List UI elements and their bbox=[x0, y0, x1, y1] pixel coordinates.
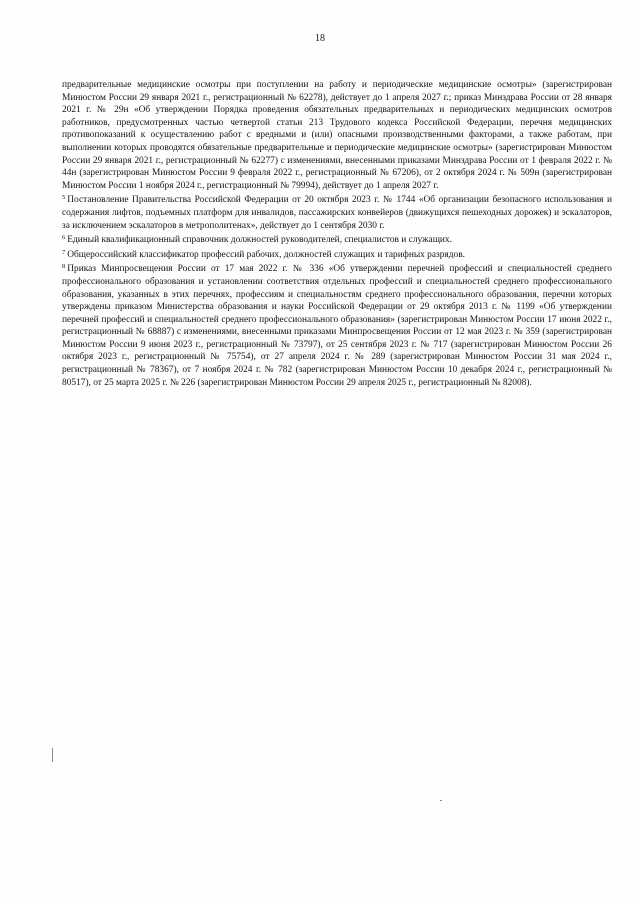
scan-speck bbox=[440, 800, 442, 801]
footnote-text: Общероссийский классификатор профессий рабочих, должностей служащих и тарифных разрядов. bbox=[67, 249, 465, 260]
footnote-number: 8 bbox=[62, 263, 66, 271]
footnote-number: 5 bbox=[62, 194, 66, 202]
footnote-text: Единый квалификационный справочник должностей руководителей, специалистов и служащих. bbox=[67, 235, 452, 246]
footnote-6 bbox=[62, 232, 612, 247]
scan-speck bbox=[52, 748, 53, 762]
footnote-8 bbox=[62, 261, 612, 389]
footnote-7 bbox=[62, 247, 612, 262]
footnote-5 bbox=[62, 192, 612, 232]
footnote-text: предварительные медицинские осмотры при поступлении на работу и периодические медицинские осмотры» (зарегистрирован Минюстом России 29 января 2021 г., регистрационный № 62278), действует до 1 апреля 2027 г.; приказ Минздрава России от 28 января 2021 г. № 29н «Об утверждении Порядка проведения обязательных предварительных и периодических медицинских осмотров работников, предусмотренных частью четвертой статьи 213 Трудового кодекса Российской Федерации, перечня медицинских противопоказаний к осуществлению работ с вредными и (или) опасными производственными факторами, а также работам, при выполнении которых проводятся обязательные предварительные и периодические медицинские осмотры» (зарегистрирован Минюстом России 29 января 2021 г., регистрационный № 62277) с изменениями, внесенными приказами Минздрава России от 1 февраля 2022 г. № 44н (зарегистрирован Минюстом России 9 февраля 2022 г., регистрационный № 67206), от 2 октября 2024 г. № 509н (зарегистрирован Минюстом России 1 ноября 2024 г., регистрационный № 79994), действует до 1 апреля 2027 г. bbox=[62, 80, 612, 191]
page-number: 18 bbox=[315, 33, 325, 44]
footnote-number: 6 bbox=[62, 234, 66, 242]
footnote-number: 7 bbox=[62, 248, 66, 256]
footnotes bbox=[62, 79, 612, 389]
footnote-continuation bbox=[62, 79, 612, 192]
footnote-text: Постановление Правительства Российской Федерации от 20 октября 2023 г. № 1744 «Об организации безопасного использования и содержания лифтов, подъемных платформ для инвалидов, пассажирских конвейеров (движущихся пешеходных дорожек) и эскалаторов, за исключением эскалаторов в метрополитенах», действует до 1 сентября 2030 г. bbox=[62, 195, 612, 231]
footnote-text: Приказ Минпросвещения России от 17 мая 2022 г. № 336 «Об утверждении перечней профессий и специальностей среднего профессионального образования и установлении соответствия отдельных профессий и специальностей среднего профессионального образования, указанных в этих перечнях, профессиям и специальностям среднего профессионального образования, перечни которых утверждены приказом Министерства образования и науки Российской Федерации от 29 октября 2013 г. № 1199 «Об утверждении перечней профессий и специальностей среднего профессионального образования» (зарегистрирован Минюстом России 17 июня 2022 г., регистрационный № 68887) с изменениями, внесенными приказами Минпросвещения России от 12 мая 2023 г. № 359 (зарегистрирован Минюстом России 9 июня 2023 г., регистрационный № 73797), от 25 сентября 2023 г. № 717 (зарегистрирован Минюстом России 26 октября 2023 г., регистрационный № 75754), от 27 апреля 2024 г. № 289 (зарегистрирован Минюстом России 31 мая 2024 г., регистрационный № 78367), от 7 ноября 2024 г. № 782 (зарегистрирован Минюстом России 10 декабря 2024 г., регистрационный № 80517), от 25 марта 2025 г. № 226 (зарегистрирован Минюстом России 29 апреля 2025 г., регистрационный № 82008). bbox=[62, 264, 612, 388]
